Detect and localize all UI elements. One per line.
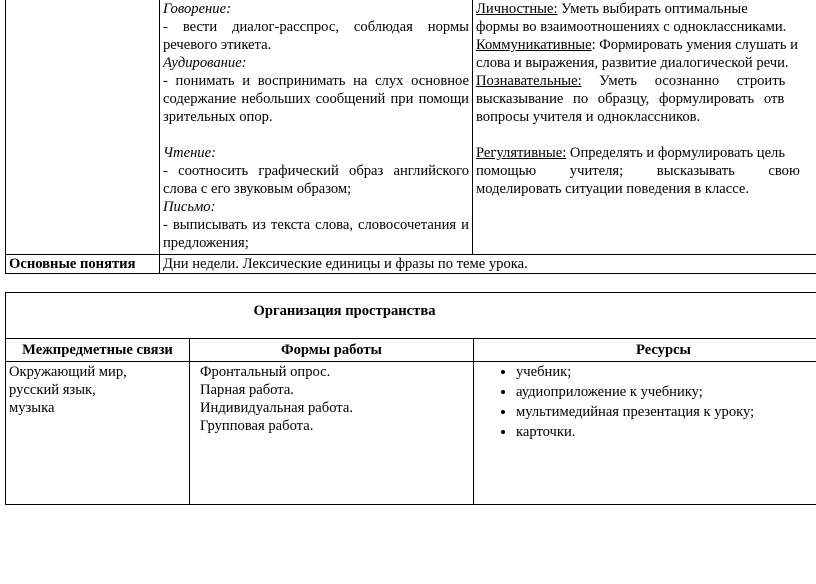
basic-concepts-value: Дни недели. Лексические единицы и фразы по теме урока. — [160, 255, 816, 274]
listening-heading: Аудирование: — [163, 55, 247, 71]
cogn-heading: Познавательные: — [476, 73, 582, 89]
cogn-line-3: вопросы учителя и одноклассников. — [476, 109, 701, 125]
comm-line-1: Коммуникативные: Формировать умения слушать и — [476, 37, 798, 53]
link-item: музыка — [9, 400, 55, 416]
reg-line-1: Регулятивные: Определять и формулировать цель — [476, 145, 785, 161]
work-form-item: Фронтальный опрос. — [200, 364, 331, 380]
basic-concepts-label: Основные понятия — [6, 255, 160, 274]
resource-item: • мультимедийная презентация к уроку; — [516, 402, 816, 422]
personal-line-1: Личностные: Уметь выбирать оптимальные — [476, 1, 748, 17]
speaking-text: - вести диалог-расспрос, соблюдая нормы речевого этикета. — [163, 19, 469, 53]
interdisciplinary-links-cell — [6, 362, 190, 505]
work-form-item: Парная работа. — [200, 382, 294, 398]
cogn-line-2: высказывание по образцу, формулировать отв — [476, 91, 785, 107]
header-work-forms: Формы работы — [190, 339, 474, 362]
resources-list — [474, 362, 816, 442]
personal-line-2: формы во взаимоотношениях с одноклассниками. — [476, 19, 787, 35]
lesson-details-table — [5, 0, 816, 274]
comm-line-2: слова и выражения, развитие диалогической речи. — [476, 55, 789, 71]
empty-label-cell — [6, 0, 160, 255]
comm-heading: Коммуникативные — [476, 37, 592, 53]
space-organization-table — [5, 292, 816, 505]
space-organization-title: Организация пространства — [6, 293, 816, 339]
uud-cell — [473, 0, 816, 255]
header-resources: Ресурсы — [474, 339, 816, 362]
link-item: Окружающий мир, — [9, 364, 127, 380]
personal-heading: Личностные: — [476, 1, 558, 17]
header-interdisciplinary: Межпредметные связи — [6, 339, 190, 362]
resource-item: • аудиоприложение к учебнику; — [516, 382, 816, 402]
reading-text: - соотносить графический образ английского слова с его звуковым образом; — [163, 163, 469, 197]
link-item: русский язык, — [9, 382, 96, 398]
resources-cell — [474, 362, 816, 505]
subject-results-cell — [160, 0, 473, 255]
writing-text: - выписывать из текста слова, словосочетания и предложения; — [163, 217, 469, 251]
work-form-item: Индивидуальная работа. — [200, 400, 353, 416]
reg-heading: Регулятивные: — [476, 145, 567, 161]
reading-heading: Чтение: — [163, 145, 216, 161]
cogn-line-1: Познавательные: Уметь осознанно строить — [476, 73, 786, 89]
listening-text: - понимать и воспринимать на слух основное содержание небольших сообщений при помощи зрительных опор. — [163, 73, 469, 125]
resource-item: • карточки. — [516, 422, 816, 442]
writing-heading: Письмо: — [163, 199, 216, 215]
resource-item: • учебник; — [516, 362, 816, 382]
reg-line-3: моделировать ситуации поведения в классе. — [476, 181, 750, 197]
reg-line-2: помощью учителя; высказывать свою — [476, 163, 800, 179]
work-forms-cell — [190, 362, 474, 505]
work-form-item: Групповая работа. — [200, 418, 314, 434]
speaking-heading: Говорение: — [163, 1, 231, 17]
